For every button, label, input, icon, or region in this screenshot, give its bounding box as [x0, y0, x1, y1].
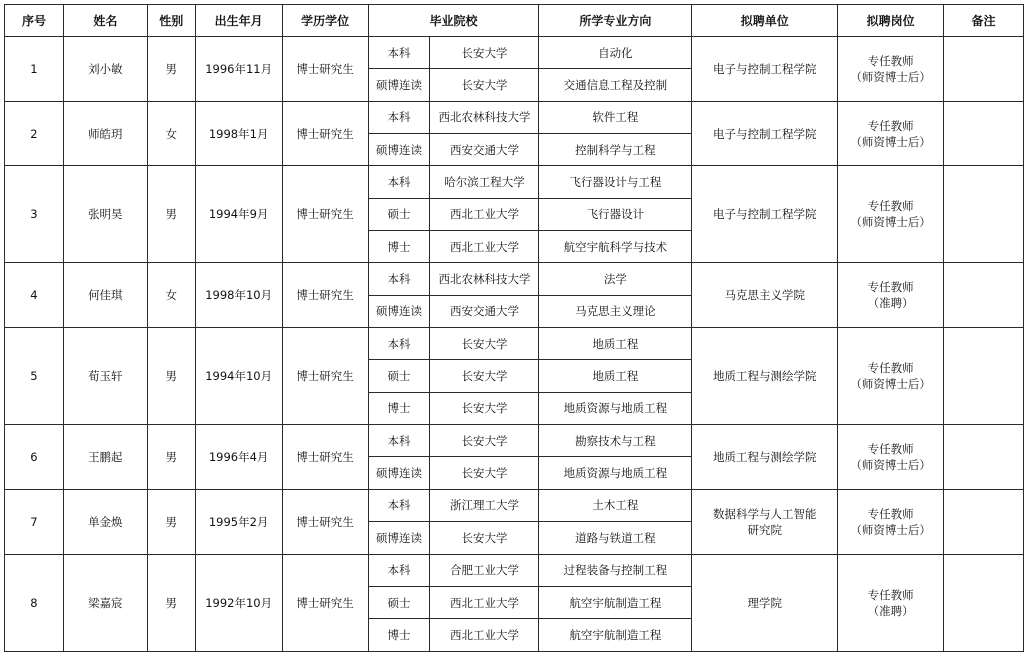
- cell-birth: 1998年10月: [195, 263, 282, 328]
- cell-major: 马克思主义理论: [539, 295, 692, 327]
- post-line: 专任教师: [867, 506, 914, 521]
- cell-note: [944, 425, 1024, 490]
- cell-stage: 硕士: [368, 586, 430, 618]
- header-name: 姓名: [63, 5, 147, 37]
- unit-line: 电子与控制工程学院: [712, 207, 817, 222]
- table-row: [5, 166, 1024, 198]
- header-post: 拟聘岗位: [838, 5, 944, 37]
- cell-stage: 博士: [368, 619, 430, 651]
- cell-stage: 本科: [368, 37, 430, 69]
- header-note: 备注: [944, 5, 1024, 37]
- header-gender: 性别: [147, 5, 195, 37]
- unit-line: 电子与控制工程学院: [712, 61, 817, 76]
- cell-no: 5: [5, 328, 64, 425]
- cell-stage: 硕士: [368, 360, 430, 392]
- header-row: [5, 5, 1024, 37]
- cell-school: 哈尔滨工程大学: [430, 166, 539, 198]
- cell-stage: 本科: [368, 328, 430, 360]
- post-line: 专任教师: [867, 280, 914, 295]
- cell-no: 2: [5, 101, 64, 166]
- cell-gender: 女: [147, 101, 195, 166]
- cell-school: 西安交通大学: [430, 295, 539, 327]
- cell-degree: 博士研究生: [282, 554, 368, 651]
- cell-school: 合肥工业大学: [430, 554, 539, 586]
- post-line: 专任教师: [867, 587, 914, 602]
- post-line: （师资博士后）: [850, 134, 931, 149]
- cell-birth: 1996年11月: [195, 37, 282, 102]
- cell-gender: 男: [147, 166, 195, 263]
- cell-unit: [692, 425, 838, 490]
- cell-unit: [692, 37, 838, 102]
- cell-school: 西安交通大学: [430, 134, 539, 166]
- cell-major: 控制科学与工程: [539, 134, 692, 166]
- post-line: （师资博士后）: [850, 69, 931, 84]
- cell-major: 地质资源与地质工程: [539, 392, 692, 424]
- cell-post: [838, 37, 944, 102]
- cell-major: 地质工程: [539, 360, 692, 392]
- post-line: （师资博士后）: [850, 522, 931, 537]
- roster-table: [4, 4, 1024, 652]
- cell-major: 飞行器设计: [539, 198, 692, 230]
- cell-degree: 博士研究生: [282, 328, 368, 425]
- cell-major: 飞行器设计与工程: [539, 166, 692, 198]
- cell-major: 软件工程: [539, 101, 692, 133]
- cell-school: 西北工业大学: [430, 586, 539, 618]
- cell-birth: 1994年10月: [195, 328, 282, 425]
- cell-stage: 本科: [368, 554, 430, 586]
- header-birth: 出生年月: [195, 5, 282, 37]
- cell-stage: 硕士: [368, 198, 430, 230]
- cell-school: 西北工业大学: [430, 198, 539, 230]
- cell-note: [944, 37, 1024, 102]
- cell-name: 单金焕: [63, 489, 147, 554]
- unit-line: 理学院: [747, 595, 782, 610]
- cell-note: [944, 554, 1024, 651]
- table-row: [5, 37, 1024, 69]
- cell-post: [838, 328, 944, 425]
- unit-line: 地质工程与测绘学院: [712, 449, 817, 464]
- unit-line: 研究院: [747, 522, 782, 537]
- cell-degree: 博士研究生: [282, 425, 368, 490]
- post-line: 专任教师: [867, 53, 914, 68]
- cell-degree: 博士研究生: [282, 101, 368, 166]
- header-major: 所学专业方向: [539, 5, 692, 37]
- cell-stage: 本科: [368, 489, 430, 521]
- cell-major: 道路与铁道工程: [539, 522, 692, 554]
- header-no: 序号: [5, 5, 64, 37]
- cell-name: 刘小敏: [63, 37, 147, 102]
- cell-school: 西北农林科技大学: [430, 263, 539, 295]
- cell-name: 张明昊: [63, 166, 147, 263]
- header-school: 毕业院校: [368, 5, 539, 37]
- cell-major: 航空宇航制造工程: [539, 586, 692, 618]
- roster-body: [5, 37, 1024, 652]
- cell-school: 西北工业大学: [430, 231, 539, 263]
- cell-birth: 1994年9月: [195, 166, 282, 263]
- cell-stage: 本科: [368, 425, 430, 457]
- cell-post: [838, 263, 944, 328]
- cell-stage: 本科: [368, 263, 430, 295]
- recruitment-sheet: [4, 4, 1024, 652]
- cell-note: [944, 166, 1024, 263]
- cell-school: 西北工业大学: [430, 619, 539, 651]
- cell-major: 交通信息工程及控制: [539, 69, 692, 101]
- unit-line: 数据科学与人工智能: [712, 506, 817, 521]
- cell-major: 地质资源与地质工程: [539, 457, 692, 489]
- cell-school: 长安大学: [430, 69, 539, 101]
- cell-gender: 男: [147, 328, 195, 425]
- cell-stage: 硕博连读: [368, 295, 430, 327]
- unit-line: 地质工程与测绘学院: [712, 369, 817, 384]
- cell-major: 过程装备与控制工程: [539, 554, 692, 586]
- header-degree: 学历学位: [282, 5, 368, 37]
- cell-note: [944, 328, 1024, 425]
- cell-birth: 1996年4月: [195, 425, 282, 490]
- cell-stage: 博士: [368, 392, 430, 424]
- post-line: （师资博士后）: [850, 215, 931, 230]
- cell-gender: 男: [147, 554, 195, 651]
- cell-major: 航空宇航科学与技术: [539, 231, 692, 263]
- cell-no: 6: [5, 425, 64, 490]
- cell-unit: [692, 101, 838, 166]
- cell-school: 长安大学: [430, 360, 539, 392]
- cell-gender: 男: [147, 489, 195, 554]
- cell-unit: [692, 489, 838, 554]
- cell-birth: 1998年1月: [195, 101, 282, 166]
- cell-note: [944, 489, 1024, 554]
- cell-school: 长安大学: [430, 37, 539, 69]
- cell-degree: 博士研究生: [282, 37, 368, 102]
- post-line: 专任教师: [867, 361, 914, 376]
- cell-stage: 硕博连读: [368, 134, 430, 166]
- cell-post: [838, 101, 944, 166]
- unit-line: 电子与控制工程学院: [712, 126, 817, 141]
- cell-name: 梁嘉宸: [63, 554, 147, 651]
- table-row: [5, 554, 1024, 586]
- cell-stage: 硕博连读: [368, 522, 430, 554]
- cell-no: 4: [5, 263, 64, 328]
- cell-school: 长安大学: [430, 425, 539, 457]
- cell-gender: 女: [147, 263, 195, 328]
- table-row: [5, 425, 1024, 457]
- post-line: （师资博士后）: [850, 377, 931, 392]
- unit-line: 马克思主义学院: [724, 288, 805, 303]
- cell-major: 地质工程: [539, 328, 692, 360]
- cell-school: 长安大学: [430, 457, 539, 489]
- cell-birth: 1995年2月: [195, 489, 282, 554]
- cell-gender: 男: [147, 37, 195, 102]
- cell-unit: [692, 328, 838, 425]
- cell-stage: 本科: [368, 166, 430, 198]
- post-line: （师资博士后）: [850, 457, 931, 472]
- cell-degree: 博士研究生: [282, 166, 368, 263]
- cell-degree: 博士研究生: [282, 263, 368, 328]
- cell-name: 王鹏起: [63, 425, 147, 490]
- cell-major: 勘察技术与工程: [539, 425, 692, 457]
- cell-stage: 本科: [368, 101, 430, 133]
- table-row: [5, 328, 1024, 360]
- cell-no: 1: [5, 37, 64, 102]
- cell-post: [838, 489, 944, 554]
- cell-major: 法学: [539, 263, 692, 295]
- cell-note: [944, 101, 1024, 166]
- cell-degree: 博士研究生: [282, 489, 368, 554]
- cell-major: 航空宇航制造工程: [539, 619, 692, 651]
- cell-name: 荀玉轩: [63, 328, 147, 425]
- table-row: [5, 489, 1024, 521]
- cell-school: 浙江理工大学: [430, 489, 539, 521]
- cell-unit: [692, 263, 838, 328]
- cell-no: 7: [5, 489, 64, 554]
- table-row: [5, 101, 1024, 133]
- cell-school: 长安大学: [430, 328, 539, 360]
- cell-stage: 博士: [368, 231, 430, 263]
- cell-major: 土木工程: [539, 489, 692, 521]
- cell-post: [838, 166, 944, 263]
- cell-stage: 硕博连读: [368, 69, 430, 101]
- post-line: （准聘）: [867, 603, 914, 618]
- header-unit: 拟聘单位: [692, 5, 838, 37]
- table-row: [5, 263, 1024, 295]
- post-line: 专任教师: [867, 441, 914, 456]
- cell-note: [944, 263, 1024, 328]
- cell-stage: 硕博连读: [368, 457, 430, 489]
- cell-school: 西北农林科技大学: [430, 101, 539, 133]
- cell-unit: [692, 166, 838, 263]
- cell-major: 自动化: [539, 37, 692, 69]
- cell-name: 师皓玥: [63, 101, 147, 166]
- cell-unit: [692, 554, 838, 651]
- post-line: 专任教师: [867, 118, 914, 133]
- cell-name: 何佳琪: [63, 263, 147, 328]
- cell-no: 3: [5, 166, 64, 263]
- cell-school: 长安大学: [430, 522, 539, 554]
- cell-no: 8: [5, 554, 64, 651]
- cell-post: [838, 425, 944, 490]
- post-line: 专任教师: [867, 199, 914, 214]
- cell-gender: 男: [147, 425, 195, 490]
- cell-school: 长安大学: [430, 392, 539, 424]
- cell-birth: 1992年10月: [195, 554, 282, 651]
- cell-post: [838, 554, 944, 651]
- post-line: （准聘）: [867, 296, 914, 311]
